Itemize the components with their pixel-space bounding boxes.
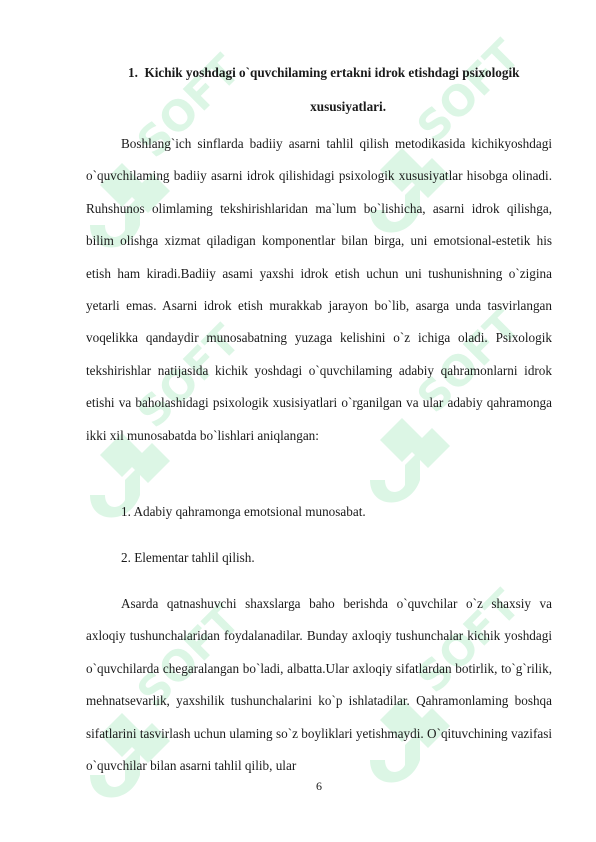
heading-text-line-1: Kichik yoshdagi o`quvchilaming ertakni idrok etishdagi psixologik bbox=[144, 65, 520, 80]
heading-number: 1. bbox=[128, 65, 138, 80]
paragraph-2: Asarda qatnashuvchi shaxslarga baho berishda o`quvchilar o`z shaxsiy va axloqiy tushunchalaridan foydalanadilar. Bunday axloqiy tushunchalar kichik yoshdagi o`quvchilarda chegaralangan bo`ladi, albatta.Ular axloqiy sifatlardan botirlik, to`g`rilik, mehnatsevarlik, yaxshilik tushunchalarini ko`p ishlatadilar. Qahramonlaming boshqa sifatlarini tasvirlash uchun ulaming so`z boyliklari yetishmaydi. O`qituvchining vazifasi o`quvchilar bilan asarni tahlil qilib, ular bbox=[86, 596, 552, 774]
heading-line-1 bbox=[110, 56, 554, 90]
page-number: 6 bbox=[316, 779, 322, 793]
heading-text-line-2: xususiyatlari. bbox=[310, 99, 386, 114]
section-heading bbox=[110, 56, 554, 124]
list-item-1: 1. Adabiy qahramonga emotsional munosabat. bbox=[121, 504, 366, 519]
paragraph-1: Boshlang`ich sinflarda badiiy asarni tahlil qilish metodikasida kichikyoshdagi o`quvchilaming badiiy asarni idrok qilishidagi psixologik xususiyatlar hisobga olinadi. Ruhshunos olimlaming tekshirishlaridan ma`lum bo`lishicha, asarni idrok qilishga, bilim olishga xizmat qiladigan komponentlar bilan birga, uni emotsional-estetik his etish ham kiradi.Badiiy asami yaxshi idrok etish uchun uni tushunishning o`zigina yetarli emas. Asarni idrok etish murakkab jarayon bo`lib, asarga unda tasvirlangan voqelikka qandaydir munosabatning yuzaga kelishini o`z ichiga oladi. Psixologik tekshirishlar natijasida kichik yoshdagi o`quvchilaming adabiy qahramonlarni idrok etishi va baholashidagi psixologik xusisiyatlari o`rganilgan va ular adabiy qahramonga ikki xil munosabatda bo`lishlari aniqlangan: bbox=[86, 136, 552, 443]
list-item-2: 2. Elementar tahlil qilish. bbox=[121, 550, 255, 565]
